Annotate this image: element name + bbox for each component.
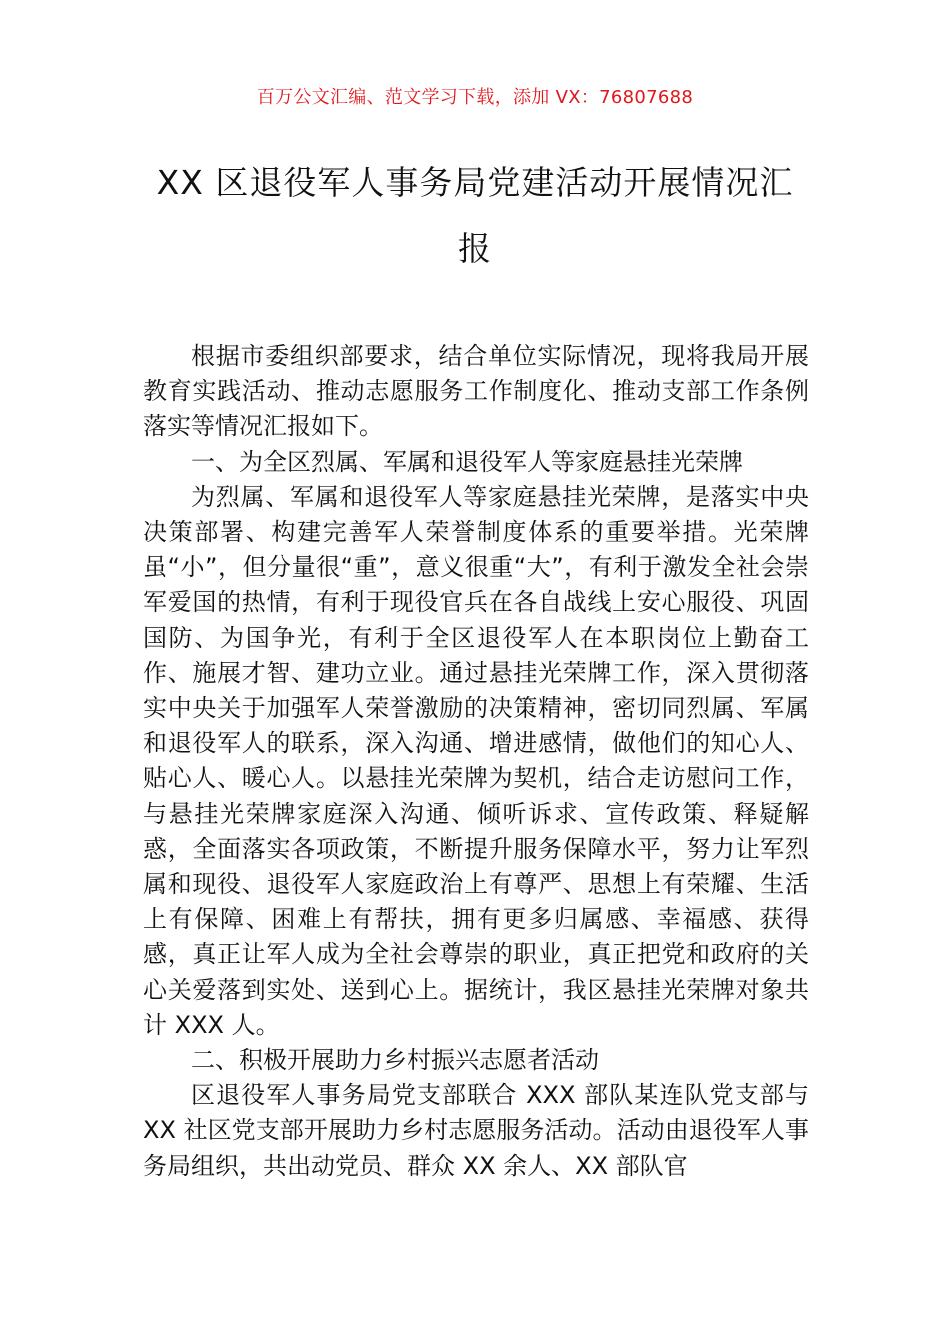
section-heading-1: 一、为全区烈属、军属和退役军人等家庭悬挂光荣牌 xyxy=(191,447,743,476)
page-title: XX 区退役军人事务局党建活动开展情况汇报 xyxy=(156,163,794,268)
section-heading-2: 二、积极开展助力乡村振兴志愿者活动 xyxy=(191,1046,599,1075)
paragraph-intro: 根据市委组织部要求，结合单位实际情况，现将我局开展教育实践活动、推动志愿服务工作制度化、推动支部工作条例落实等情况汇报如下。 xyxy=(143,342,809,441)
paragraph-section-2: 区退役军人事务局党支部联合 XXX 部队某连队党支部与 XX 社区党支部开展助力乡村志愿服务活动。活动由退役军人事务局组织，共出动党员、群众 XX 余人、XX 部队官 xyxy=(143,1081,809,1180)
header-note: 百万公文汇编、范文学习下载，添加 VX：76807688 xyxy=(256,87,694,108)
paragraph-section-1: 为烈属、军属和退役军人等家庭悬挂光荣牌，是落实中央决策部署、构建完善军人荣誉制度体系的重要举措。光荣牌虽“小”，但分量很“重”，意义很重“大”，有利于激发全社会崇军爱国的热情，有利于现役官兵在各自战线上安心服役、巩固国防、为国争光，有利于全区退役军人在本职岗位上勤奋工作、施展才智、建功立业。通过悬挂光荣牌工作，深入贯彻落实中央关于加强军人荣誉激励的决策精神，密切同烈属、军属和退役军人的联系，深入沟通、增进感情，做他们的知心人、贴心人、暖心人。以悬挂光荣牌为契机，结合走访慰问工作，与悬挂光荣牌家庭深入沟通、倾听诉求、宣传政策、释疑解惑，全面落实各项政策，不断提升服务保障水平，努力让军烈属和现役、退役军人家庭政治上有尊严、思想上有荣耀、生活上有保障、困难上有帮扶，拥有更多归属感、幸福感、获得感，真正让军人成为全社会尊崇的职业，真正把党和政府的关心关爱落到实处、送到心上。据统计，我区悬挂光荣牌对象共计 XXX 人。 xyxy=(143,482,809,1039)
document-body xyxy=(143,339,809,1184)
